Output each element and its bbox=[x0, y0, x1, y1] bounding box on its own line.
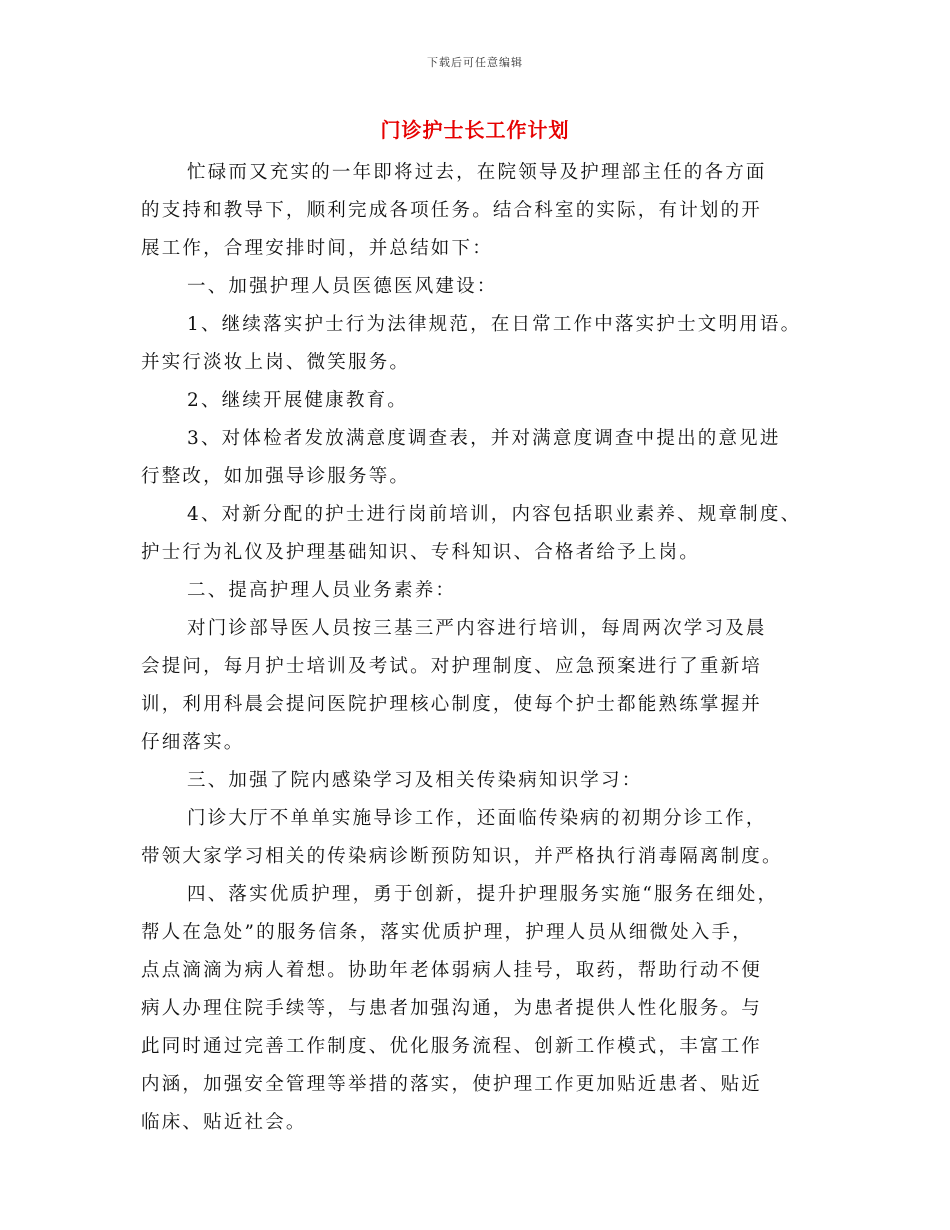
body-line: 临床、贴近社会。 bbox=[141, 1112, 307, 1133]
body-line: 门诊大厅不单单实施导诊工作，还面临传染病的初期分诊工作， bbox=[187, 808, 767, 829]
body-line: 点点滴滴为病人着想。协助年老体弱病人挂号，取药，帮助行动不便 bbox=[141, 960, 763, 981]
body-line: 病人办理住院手续等，与患者加强沟通，为患者提供人性化服务。与 bbox=[141, 998, 763, 1019]
body-line: 内涵，加强安全管理等举措的落实，使护理工作更加贴近患者、贴近 bbox=[141, 1074, 763, 1095]
body-line: 2、继续开展健康教育。 bbox=[187, 390, 408, 411]
body-line: 护士行为礼仪及护理基础知识、专科知识、合格者给予上岗。 bbox=[141, 542, 700, 563]
body-line: 对门诊部导医人员按三基三严内容进行培训，每周两次学习及晨 bbox=[187, 618, 767, 639]
body-line: 的支持和教导下，顺利完成各项任务。结合科室的实际，有计划的开 bbox=[141, 200, 763, 221]
body-line: 1、继续落实护士行为法律规范，在日常工作中落实护士文明用语。 bbox=[187, 314, 802, 335]
body-line: 忙碌而又充实的一年即将过去，在院领导及护理部主任的各方面 bbox=[187, 162, 767, 183]
body-line: 仔细落实。 bbox=[141, 732, 245, 753]
section-heading: 三、加强了院内感染学习及相关传染病知识学习： bbox=[187, 770, 643, 791]
body-line: 帮人在急处”的服务信条，落实优质护理，护理人员从细微处入手， bbox=[141, 922, 753, 943]
body-line: 会提问，每月护士培训及考试。对护理制度、应急预案进行了重新培 bbox=[141, 656, 763, 677]
body-line: 4、对新分配的护士进行岗前培训，内容包括职业素养、规章制度、 bbox=[187, 504, 802, 525]
document-title: 门诊护士长工作计划 bbox=[380, 118, 570, 142]
body-line: 展工作，合理安排时间，并总结如下： bbox=[141, 238, 493, 259]
section-heading: 四、落实优质护理，勇于创新，提升护理服务实施“服务在细处， bbox=[187, 884, 779, 905]
body-line: 此同时通过完善工作制度、优化服务流程、创新工作模式，丰富工作 bbox=[141, 1036, 763, 1057]
page-header: 下载后可任意编辑 bbox=[427, 56, 523, 69]
body-line: 行整改，如加强导诊服务等。 bbox=[141, 466, 411, 487]
section-heading: 二、提高护理人员业务素养： bbox=[187, 580, 457, 601]
section-heading: 一、加强护理人员医德医风建设： bbox=[187, 276, 498, 297]
body-line: 3、对体检者发放满意度调查表，并对满意度调查中提出的意见进 bbox=[187, 428, 781, 449]
body-line: 并实行淡妆上岗、微笑服务。 bbox=[141, 352, 411, 373]
body-line: 训，利用科晨会提问医院护理核心制度，使每个护士都能熟练掌握并 bbox=[141, 694, 763, 715]
body-line: 带领大家学习相关的传染病诊断预防知识，并严格执行消毒隔离制度。 bbox=[141, 846, 783, 867]
